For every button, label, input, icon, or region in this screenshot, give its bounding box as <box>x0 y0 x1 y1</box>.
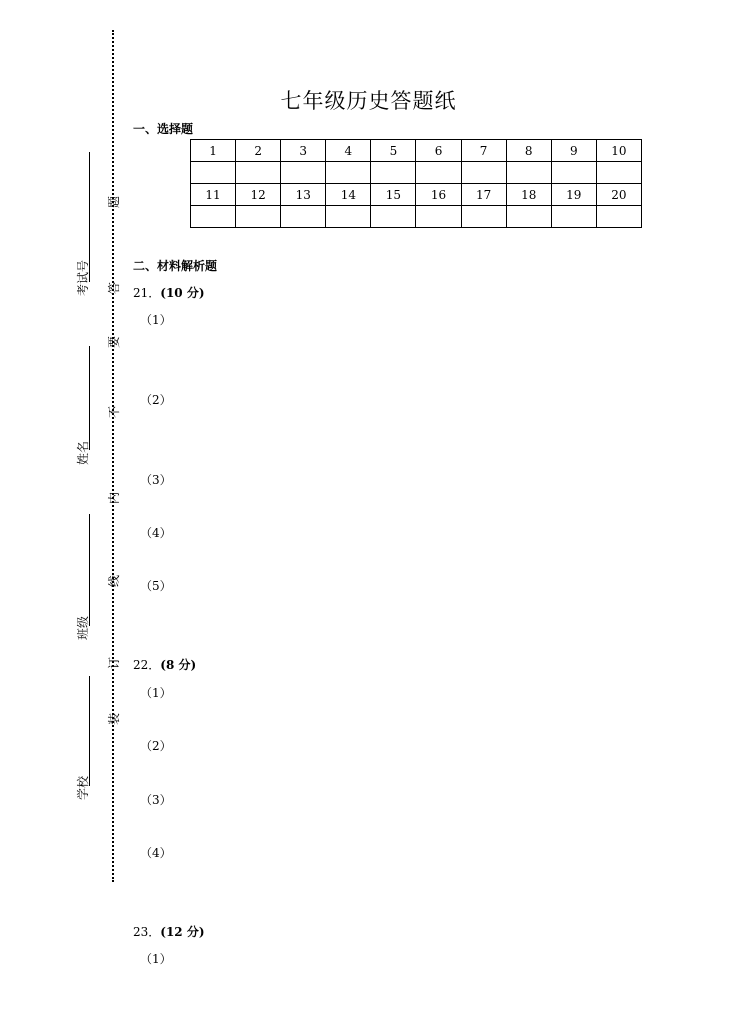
exam-number-label: 考试号 <box>76 259 90 296</box>
answer-cell[interactable] <box>326 162 371 184</box>
question-number: 22． <box>133 658 161 672</box>
answer-cell[interactable] <box>236 162 281 184</box>
answer-cell[interactable] <box>281 162 326 184</box>
answer-cell[interactable] <box>371 206 416 228</box>
answer-cell[interactable] <box>191 162 236 184</box>
answer-row <box>191 162 642 184</box>
question-23-heading <box>133 923 205 940</box>
q22-part-1: （1） <box>140 686 172 700</box>
answer-cell[interactable] <box>461 162 506 184</box>
question-number-cell: 11 <box>191 184 236 206</box>
question-number-cell: 14 <box>326 184 371 206</box>
seal-char: 线 <box>107 574 122 588</box>
question-number-cell: 2 <box>236 140 281 162</box>
q21-part-1: （1） <box>140 313 172 327</box>
question-score: (8 分) <box>160 658 197 672</box>
class-line <box>89 514 90 626</box>
seal-char: 订 <box>107 656 122 670</box>
answer-cell[interactable] <box>506 206 551 228</box>
question-number-cell: 16 <box>416 184 461 206</box>
question-number-cell: 19 <box>551 184 596 206</box>
question-number-cell: 8 <box>506 140 551 162</box>
answer-row <box>191 206 642 228</box>
binding-dotted-line <box>112 30 114 882</box>
answer-cell[interactable] <box>596 206 641 228</box>
question-score: (10 分) <box>160 286 205 300</box>
question-number-cell: 9 <box>551 140 596 162</box>
question-number: 21． <box>133 286 161 300</box>
question-number-row <box>191 140 642 162</box>
question-number-cell: 13 <box>281 184 326 206</box>
question-22-heading <box>133 656 196 673</box>
answer-cell[interactable] <box>371 162 416 184</box>
question-number-cell: 15 <box>371 184 416 206</box>
question-number-cell: 7 <box>461 140 506 162</box>
question-number-cell: 18 <box>506 184 551 206</box>
answer-cell[interactable] <box>551 162 596 184</box>
question-number-cell: 3 <box>281 140 326 162</box>
seal-char: 装 <box>107 712 122 726</box>
question-number-cell: 20 <box>596 184 641 206</box>
seal-char: 不 <box>107 405 122 419</box>
question-number-cell: 4 <box>326 140 371 162</box>
q22-part-2: （2） <box>140 739 172 753</box>
question-number-row <box>191 184 642 206</box>
answer-cell[interactable] <box>596 162 641 184</box>
question-number-cell: 6 <box>416 140 461 162</box>
q23-part-1: （1） <box>140 952 172 966</box>
answer-cell[interactable] <box>461 206 506 228</box>
q21-part-2: （2） <box>140 393 172 407</box>
question-number-cell: 12 <box>236 184 281 206</box>
answer-cell[interactable] <box>191 206 236 228</box>
question-number: 23． <box>133 925 161 939</box>
seal-char: 题 <box>107 195 122 209</box>
name-label: 姓名 <box>76 440 90 465</box>
q21-part-3: （3） <box>140 473 172 487</box>
question-number-cell: 10 <box>596 140 641 162</box>
seal-char: 答 <box>107 281 122 295</box>
question-score: (12 分) <box>160 925 205 939</box>
name-line <box>89 346 90 450</box>
q22-part-4: （4） <box>140 846 172 860</box>
answer-cell[interactable] <box>416 162 461 184</box>
question-21-heading <box>133 284 205 301</box>
class-label: 班级 <box>76 615 90 640</box>
exam-number-line <box>89 152 90 282</box>
answer-cell[interactable] <box>416 206 461 228</box>
section-1-heading: 一、选择题 <box>133 122 194 136</box>
q22-part-3: （3） <box>140 793 172 807</box>
question-number-cell: 17 <box>461 184 506 206</box>
answer-cell[interactable] <box>506 162 551 184</box>
school-line <box>89 676 90 786</box>
question-number-cell: 5 <box>371 140 416 162</box>
seal-char: 内 <box>107 491 122 505</box>
q21-part-4: （4） <box>140 526 172 540</box>
answer-cell[interactable] <box>281 206 326 228</box>
multiple-choice-answer-grid <box>190 139 642 228</box>
question-number-cell: 1 <box>191 140 236 162</box>
answer-cell[interactable] <box>326 206 371 228</box>
section-2-heading: 二、材料解析题 <box>133 259 218 273</box>
school-label: 学校 <box>76 775 90 800</box>
answer-cell[interactable] <box>236 206 281 228</box>
page-title: 七年级历史答题纸 <box>280 89 457 113</box>
answer-cell[interactable] <box>551 206 596 228</box>
seal-char: 要 <box>107 335 122 349</box>
q21-part-5: （5） <box>140 579 172 593</box>
